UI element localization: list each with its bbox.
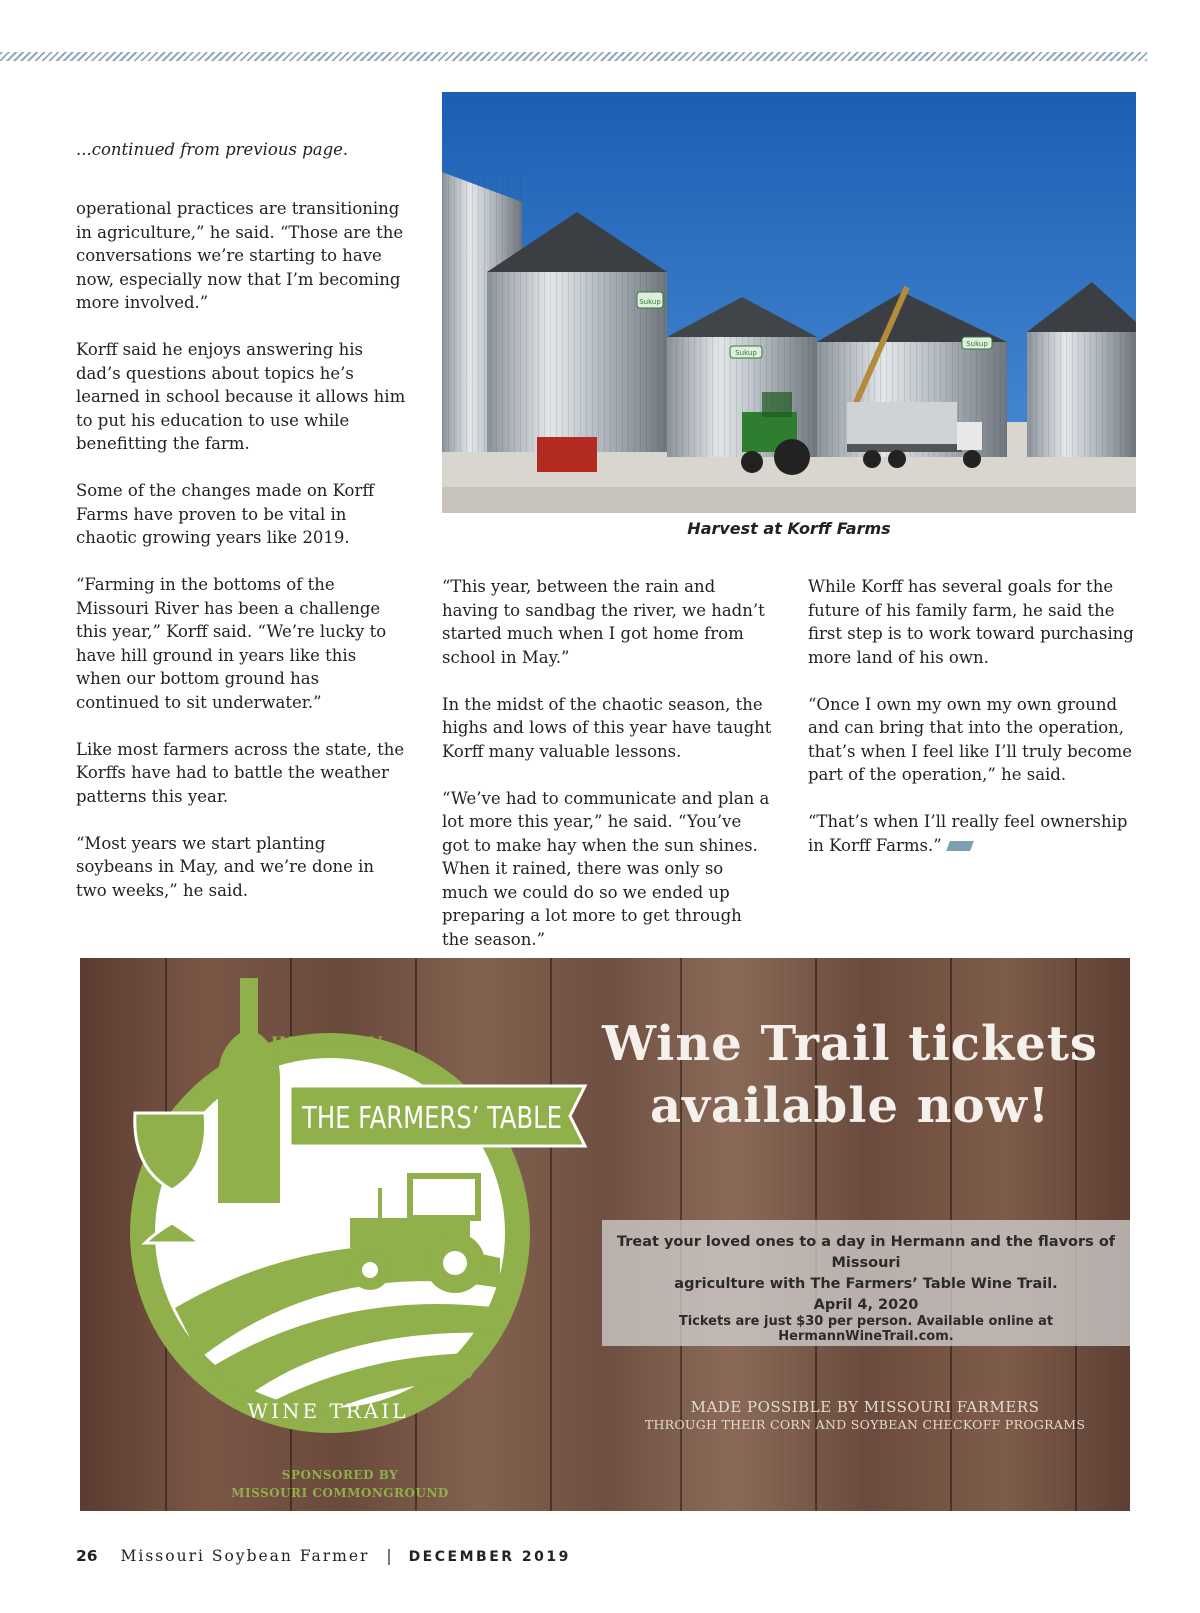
page-footer — [76, 1547, 571, 1565]
ad-sponsor-name: MISSOURI COMMONGROUND — [231, 1486, 449, 1500]
ad-body-text — [602, 1232, 1130, 1316]
ad-checkoff-programs: THROUGH THEIR CORN AND SOYBEAN CHECKOFF PROGRAMS — [644, 1417, 1086, 1432]
ad-event-date: April 4, 2020 — [813, 1297, 919, 1313]
ad-ticket-info: Tickets are just $30 per person. Available online at HermannWineTrail.com. — [678, 1314, 1054, 1344]
paragraph: operational practices are transitioning in agriculture,” he said. “Those are the conversations we’re starting to have now, especially now that I’m becoming more involved.” — [76, 199, 404, 312]
footer-separator: | — [386, 1547, 392, 1565]
paragraph: “Once I own my own my own ground and can bring that into the operation, that’s when I feel like I’ll truly become part of the operation,” he said. — [808, 694, 1133, 784]
photo-caption: Harvest at Korff Farms — [687, 519, 891, 538]
paragraph: “Most years we start planting soybeans in May, and we’re done in two weeks,” he said. — [76, 833, 375, 900]
paragraph: “We’ve had to communicate and plan a lot more this year,” he said. “You’ve got to make hay when the sun shines. When it rained, there was only so much we could do so we ended up preparing a lot more to get through the season.” — [442, 788, 770, 949]
article-column-2 — [442, 575, 772, 975]
article-column-3 — [808, 575, 1138, 881]
bin-brand: Sukup — [735, 349, 757, 357]
ad-headline-line-2: available now! — [649, 1078, 1050, 1134]
logo-bottom-text: WINE TRAIL — [247, 1399, 409, 1423]
paragraph — [808, 810, 1138, 857]
bin-brand: Sukup — [966, 340, 988, 348]
farmers-table-logo — [80, 958, 620, 1511]
paragraph: “This year, between the rain and having to sandbag the river, we hadn’t started much when I got home from school in May.” — [442, 577, 765, 667]
logo-top-text: HERMANN — [271, 1033, 385, 1052]
ad-sponsored-by: SPONSORED BY — [281, 1468, 399, 1482]
top-hatched-rule — [0, 52, 1147, 61]
bin-brand: Sukup — [639, 298, 661, 306]
paragraph: While Korff has several goals for the future of his family farm, he said the first step is to work toward purchasing more land of his own. — [808, 577, 1134, 667]
publication-name: Missouri Soybean Farmer — [120, 1547, 370, 1565]
article-column-1 — [76, 197, 406, 926]
paragraph: “Farming in the bottoms of the Missouri River has been a challenge this year,” Korff said. “We’re lucky to have hill ground in years like this when our bottom ground has continued to sit underwater.” — [76, 575, 387, 712]
paragraph: Korff said he enjoys answering his dad’s questions about topics he’s learned in school because it allows him to put his education to use while benefitting the farm. — [76, 340, 406, 453]
continued-note: ...continued from previous page. — [76, 140, 349, 159]
paragraph: Some of the changes made on Korff Farms have proven to be vital in chaotic growing years like 2019. — [76, 481, 375, 547]
ad-made-possible: MADE POSSIBLE BY MISSOURI FARMERS — [690, 1398, 1040, 1416]
ad-body-line-1: Treat your loved ones to a day in Hermann and the flavors of Missouri — [616, 1234, 1116, 1271]
end-of-story-icon — [946, 841, 974, 851]
paragraph: In the midst of the chaotic season, the highs and lows of this year have taught Korff many valuable lessons. — [442, 694, 772, 761]
issue-date: DECEMBER 2019 — [408, 1549, 571, 1565]
wine-trail-advertisement — [80, 958, 1130, 1511]
page-number: 26 — [76, 1547, 98, 1565]
ad-body-line-2: agriculture with The Farmers’ Table Wine Trail. — [674, 1276, 1058, 1292]
ad-headline-line-1: Wine Trail tickets — [602, 1016, 1098, 1072]
ad-headline — [600, 1013, 1100, 1137]
harvest-photo — [442, 92, 1136, 513]
logo-banner-text: THE FARMERS’ TABLE — [301, 1101, 562, 1136]
closing-quote-text: “That’s when I’ll really feel ownership in Korff Farms.” — [808, 812, 1128, 855]
paragraph: Like most farmers across the state, the Korffs have had to battle the weather patterns this year. — [76, 739, 405, 806]
